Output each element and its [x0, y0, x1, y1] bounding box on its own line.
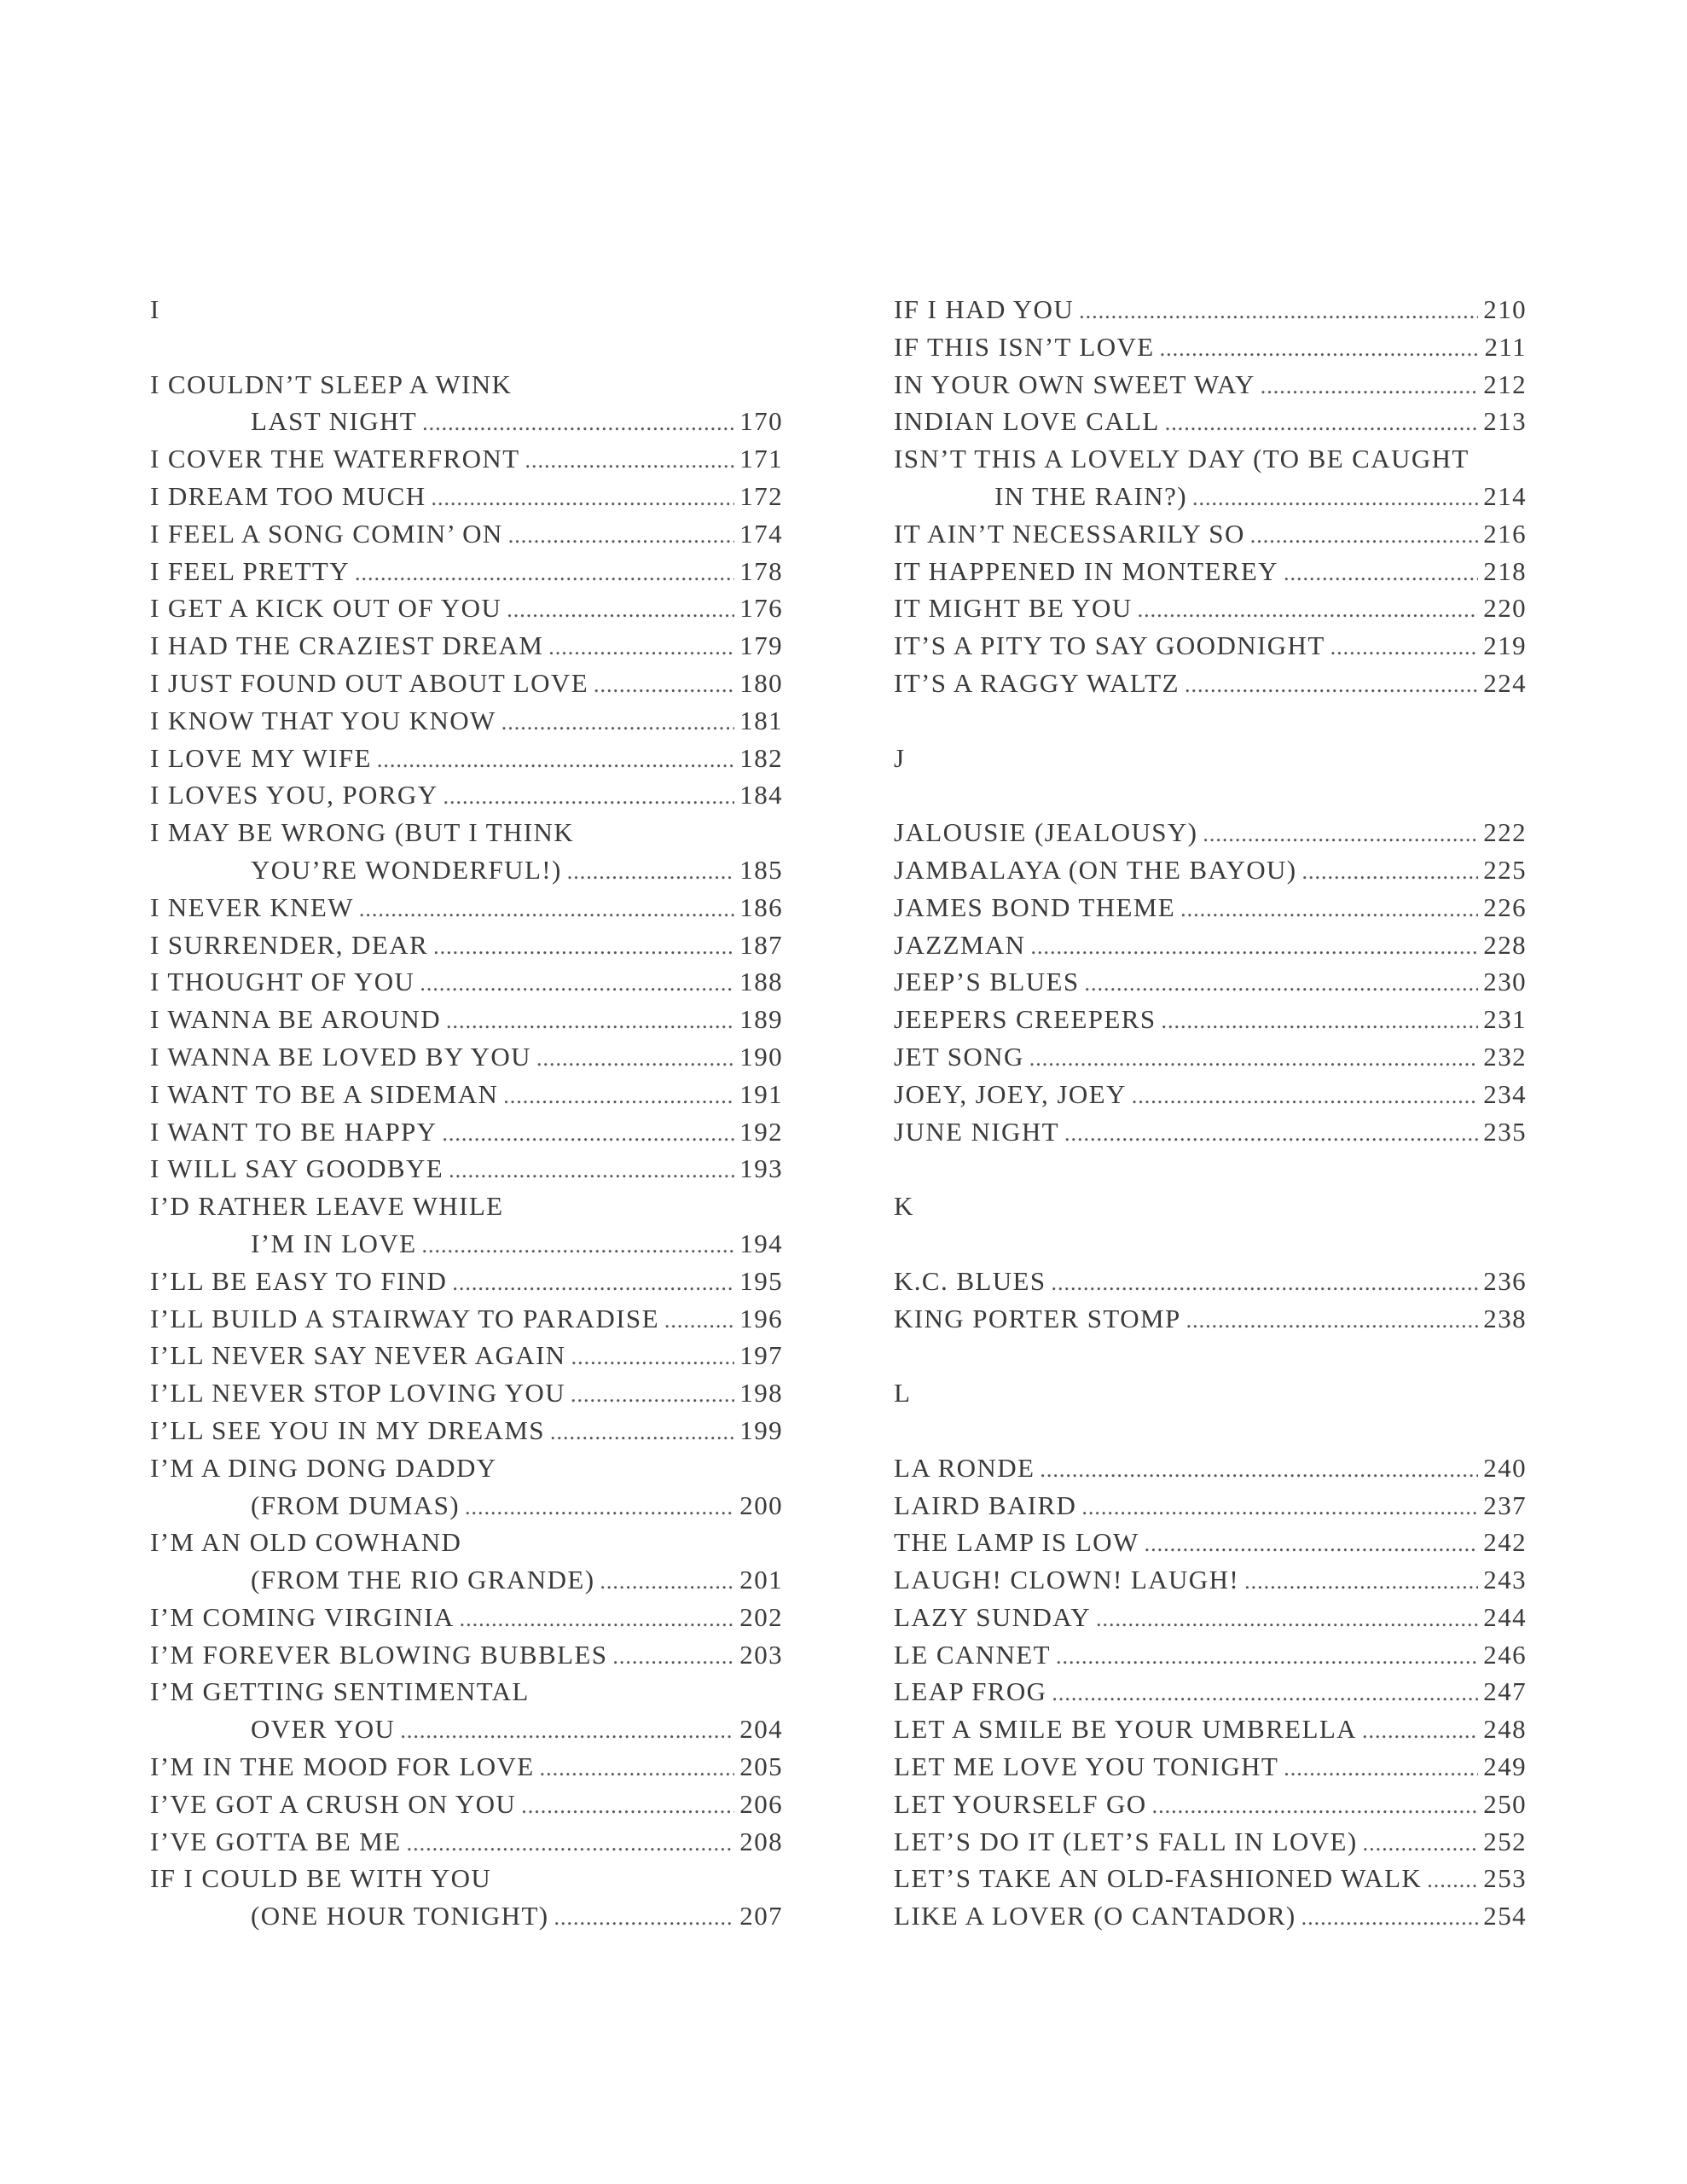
entry-title: (FROM THE RIO GRANDE) [251, 1565, 595, 1595]
dot-leader [433, 926, 734, 966]
dot-leader [550, 1412, 734, 1451]
index-entry [150, 1786, 783, 1823]
entry-title: LET YOURSELF GO [894, 1788, 1147, 1819]
entry-title: I WANT TO BE A SIDEMAN [150, 1078, 499, 1109]
entry-title: I FEEL A SONG COMIN’ ON [150, 518, 503, 549]
page-number: 237 [1483, 1490, 1527, 1520]
page-number: 205 [739, 1751, 783, 1782]
page-number: 198 [739, 1378, 783, 1409]
page-number: 203 [739, 1639, 783, 1670]
dot-leader [432, 478, 735, 517]
page-number: 222 [1483, 817, 1527, 848]
index-entry [894, 665, 1527, 702]
index-entry [894, 1263, 1527, 1300]
dot-leader [501, 702, 735, 741]
dot-leader [377, 740, 734, 779]
index-entry [150, 590, 783, 627]
page-number: 190 [739, 1041, 783, 1072]
dot-leader [612, 1636, 734, 1676]
page-number: 234 [1483, 1078, 1527, 1109]
page-number: 210 [1483, 294, 1527, 324]
page-number: 230 [1483, 967, 1527, 997]
page-number: 197 [739, 1340, 783, 1371]
dot-leader [1029, 1038, 1479, 1077]
entry-title: LAUGH! CLOWN! LAUGH! [894, 1565, 1240, 1595]
dot-leader [1165, 403, 1479, 442]
dot-leader [1192, 478, 1478, 517]
spacer [894, 1225, 1527, 1263]
page-number: 240 [1483, 1452, 1527, 1483]
dot-leader [1203, 814, 1478, 853]
dot-leader [446, 1001, 734, 1040]
index-entry [150, 1113, 783, 1151]
entry-title: I JUST FOUND OUT ABOUT LOVE [150, 667, 589, 698]
dot-leader [1052, 1263, 1479, 1302]
dot-leader [1284, 553, 1478, 592]
index-column-left [150, 291, 783, 1935]
index-entry [894, 1524, 1527, 1561]
index-entry [894, 366, 1527, 404]
entry-title: I THOUGHT OF YOU [150, 967, 415, 997]
index-entry [150, 1076, 783, 1113]
index-entry [150, 1038, 783, 1076]
entry-title: I NEVER KNEW [150, 892, 354, 922]
page-number: 195 [739, 1265, 783, 1296]
entry-title: LEAP FROG [894, 1676, 1047, 1707]
index-entry [150, 1897, 783, 1935]
index-entry [894, 478, 1527, 515]
dot-leader [554, 1897, 735, 1937]
index-entry [150, 1374, 783, 1412]
entry-title: THE LAMP IS LOW [894, 1527, 1139, 1558]
entry-title: I’M COMING VIRGINIA [150, 1601, 455, 1632]
entry-title: I WILL SAY GOODBYE [150, 1153, 444, 1184]
page-number: 174 [739, 518, 783, 549]
entry-title: I’LL NEVER STOP LOVING YOU [150, 1378, 566, 1409]
dot-leader [548, 627, 734, 666]
page-number: 247 [1483, 1676, 1527, 1707]
index-entry [894, 553, 1527, 590]
dot-leader [1084, 963, 1478, 1002]
index-entry [150, 1300, 783, 1338]
index-entry [150, 1337, 783, 1374]
entry-title: LE CANNET [894, 1639, 1051, 1670]
dot-leader [540, 1748, 735, 1787]
dot-leader [452, 1263, 734, 1302]
page-number: 172 [739, 480, 783, 511]
entry-title: IT’S A PITY TO SAY GOODNIGHT [894, 630, 1325, 661]
dot-leader [1030, 926, 1478, 966]
dot-leader [449, 1150, 734, 1189]
dot-leader [664, 1300, 734, 1339]
dot-leader [1052, 1673, 1478, 1712]
index-entry [894, 1823, 1527, 1861]
index-entry [150, 478, 783, 515]
entry-title: LAZY SUNDAY [894, 1601, 1091, 1632]
index-entry [150, 515, 783, 553]
entry-title: JALOUSIE (JEALOUSY) [894, 817, 1198, 848]
page-number: 244 [1483, 1601, 1527, 1632]
entry-title: I’LL BE EASY TO FIND [150, 1265, 448, 1296]
spacer [894, 776, 1527, 814]
page-number: 228 [1483, 929, 1527, 960]
page-number: 226 [1483, 892, 1527, 922]
page-number: 242 [1483, 1527, 1527, 1558]
index-column-right [894, 291, 1527, 1935]
dot-leader [1301, 1897, 1479, 1937]
page-number: 179 [739, 630, 783, 661]
entry-title: LET’S TAKE AN OLD-FASHIONED WALK [894, 1863, 1423, 1894]
spacer [894, 1337, 1527, 1374]
entry-title: I’LL SEE YOU IN MY DREAMS [150, 1414, 545, 1445]
dot-leader [1261, 366, 1479, 405]
spacer [894, 1412, 1527, 1449]
entry-title: KING PORTER STOMP [894, 1303, 1181, 1333]
dot-leader [1081, 1487, 1478, 1526]
index-entry [894, 627, 1527, 665]
entry-title: IF THIS ISN’T LOVE [894, 331, 1155, 362]
index-entry [150, 963, 783, 1001]
index-entry-title-line: ISN’T THIS A LOVELY DAY (TO BE CAUGHT [894, 444, 1470, 474]
index-entry [894, 403, 1527, 440]
dot-leader [1180, 889, 1478, 928]
index-entry [894, 1300, 1527, 1338]
index-entry [894, 851, 1527, 889]
page-number: 185 [739, 854, 783, 885]
entry-title: IN THE RAIN?) [994, 480, 1187, 511]
page-number: 235 [1483, 1116, 1527, 1147]
dot-leader [1186, 1300, 1479, 1339]
page-number: 170 [739, 406, 783, 437]
dot-leader [421, 1225, 734, 1264]
entry-title: LA RONDE [894, 1452, 1035, 1483]
index-entry [894, 1748, 1527, 1786]
page-number: 207 [739, 1901, 783, 1931]
entry-title: (FROM DUMAS) [251, 1490, 461, 1520]
page-number: 181 [739, 705, 783, 735]
entry-title: IT’S A RAGGY WALTZ [894, 667, 1180, 698]
page-number: 201 [739, 1565, 783, 1595]
index-entry [150, 665, 783, 702]
page-number: 180 [739, 667, 783, 698]
entry-title: JEEPERS CREEPERS [894, 1004, 1157, 1035]
page-number: 189 [739, 1004, 783, 1035]
page-number: 214 [1483, 480, 1527, 511]
entry-title: I’M IN LOVE [251, 1228, 417, 1258]
entry-title: I DREAM TOO MUCH [150, 480, 426, 511]
dot-leader [422, 403, 734, 442]
entry-title: I’M FOREVER BLOWING BUBBLES [150, 1639, 608, 1670]
page-number: 200 [739, 1490, 783, 1520]
entry-title: I HAD THE CRAZIEST DREAM [150, 630, 544, 661]
index-entry [894, 1561, 1527, 1599]
entry-title: I SURRENDER, DEAR [150, 929, 429, 960]
page-number: 184 [739, 780, 783, 810]
index-entry-title-line: I’D RATHER LEAVE WHILE [150, 1191, 504, 1222]
entry-title: JET SONG [894, 1041, 1024, 1072]
index-entry [150, 403, 783, 440]
page-number: 206 [739, 1788, 783, 1819]
page-number: 246 [1483, 1639, 1527, 1670]
dot-leader [1160, 328, 1480, 368]
index-entry [150, 926, 783, 964]
dot-leader [1064, 1113, 1478, 1153]
page-number: 248 [1483, 1714, 1527, 1745]
index-entry [894, 1038, 1527, 1076]
section-letter-heading: J [894, 742, 906, 773]
page-number: 204 [739, 1714, 783, 1745]
entry-title: I WANT TO BE HAPPY [150, 1116, 438, 1147]
page-number: 176 [739, 593, 783, 624]
index-entry [894, 814, 1527, 851]
dot-leader [1427, 1860, 1478, 1899]
index-entry [894, 1001, 1527, 1038]
entry-title: I’LL BUILD A STAIRWAY TO PARADISE [150, 1303, 659, 1333]
page-number: 199 [739, 1414, 783, 1445]
page-number: 196 [739, 1303, 783, 1333]
dot-leader [521, 1786, 734, 1825]
index-entry-title-line: I’M AN OLD COWHAND [150, 1527, 462, 1558]
dot-leader [460, 1599, 735, 1638]
dot-leader [1152, 1786, 1479, 1825]
entry-title: JAMBALAYA (ON THE BAYOU) [894, 854, 1297, 885]
dot-leader [1363, 1823, 1479, 1862]
index-entry [894, 1786, 1527, 1823]
dot-leader [407, 1823, 735, 1862]
index-entry [894, 926, 1527, 964]
dot-leader [1244, 1561, 1478, 1600]
page-number: 249 [1483, 1751, 1527, 1782]
dot-leader [1302, 851, 1479, 891]
index-entry-title-line: I COULDN’T SLEEP A WINK [150, 369, 513, 399]
page-number: 192 [739, 1116, 783, 1147]
index-entry [894, 515, 1527, 553]
entry-title: I’M IN THE MOOD FOR LOVE [150, 1751, 535, 1782]
entry-title: IT HAPPENED IN MONTEREY [894, 555, 1278, 586]
dot-leader [594, 665, 734, 704]
entry-title: LET’S DO IT (LET’S FALL IN LOVE) [894, 1826, 1358, 1856]
entry-title: LAST NIGHT [251, 406, 418, 437]
index-entry [150, 1748, 783, 1786]
page-number: 212 [1483, 369, 1527, 399]
entry-title: I COVER THE WATERFRONT [150, 444, 520, 474]
section-letter-heading: L [894, 1378, 912, 1409]
entry-title: I WANNA BE LOVED BY YOU [150, 1041, 531, 1072]
dot-leader [600, 1561, 734, 1600]
dot-leader [420, 963, 734, 1002]
dot-leader [571, 1374, 734, 1414]
dot-leader [1250, 515, 1479, 555]
dot-leader [400, 1711, 734, 1750]
entry-title: LET ME LOVE YOU TONIGHT [894, 1751, 1279, 1782]
dot-leader [1362, 1711, 1478, 1750]
index-entry [150, 1561, 783, 1599]
entry-title: IT AIN’T NECESSARILY SO [894, 518, 1245, 549]
page-number: 171 [739, 444, 783, 474]
index-entry [150, 1225, 783, 1263]
index-entry [894, 1636, 1527, 1674]
index-entry [150, 889, 783, 926]
page-number: 191 [739, 1078, 783, 1109]
dot-leader [1132, 1076, 1479, 1115]
index-entry [150, 1487, 783, 1525]
entry-title: LIKE A LOVER (O CANTADOR) [894, 1901, 1296, 1931]
index-entry-title-line: I’M GETTING SENTIMENTAL [150, 1676, 530, 1707]
spacer [894, 1150, 1527, 1188]
entry-title: JAMES BOND THEME [894, 892, 1176, 922]
page-number: 232 [1483, 1041, 1527, 1072]
index-entry [894, 1711, 1527, 1748]
entry-title: I WANNA BE AROUND [150, 1004, 441, 1035]
index-entry [150, 1711, 783, 1748]
dot-leader [525, 440, 735, 479]
dot-leader [1040, 1449, 1478, 1489]
index-entry [894, 328, 1527, 366]
index-entry [150, 1823, 783, 1861]
dot-leader [1330, 627, 1479, 666]
index-entry [894, 1599, 1527, 1636]
entry-title: I LOVE MY WIFE [150, 742, 372, 773]
entry-title: I FEEL PRETTY [150, 555, 351, 586]
page-number: 188 [739, 967, 783, 997]
index-entry [150, 440, 783, 478]
entry-title: INDIAN LOVE CALL [894, 406, 1160, 437]
page-number: 219 [1483, 630, 1527, 661]
dot-leader [508, 515, 735, 555]
entry-title: OVER YOU [251, 1714, 396, 1745]
page-number: 178 [739, 555, 783, 586]
dot-leader [536, 1038, 734, 1077]
entry-title: I’VE GOT A CRUSH ON YOU [150, 1788, 517, 1819]
index-entry [150, 776, 783, 814]
entry-title: (ONE HOUR TONIGHT) [251, 1901, 549, 1931]
index-entry [150, 851, 783, 889]
page-number: 236 [1483, 1265, 1527, 1296]
index-entry [894, 291, 1527, 328]
page-number: 253 [1483, 1863, 1527, 1894]
entry-title: JOEY, JOEY, JOEY [894, 1078, 1127, 1109]
section-letter-heading: I [150, 294, 160, 324]
dot-leader [359, 889, 734, 928]
page-number: 220 [1483, 593, 1527, 624]
index-entry [894, 1113, 1527, 1151]
index-entry [150, 1412, 783, 1449]
dot-leader [571, 1337, 735, 1376]
index-entry [150, 1150, 783, 1188]
page-number: 231 [1483, 1004, 1527, 1035]
dot-leader [1185, 665, 1478, 704]
index-entry-title-line: IF I COULD BE WITH YOU [150, 1863, 492, 1894]
entry-title: K.C. BLUES [894, 1265, 1046, 1296]
dot-leader [443, 776, 735, 816]
index-entry [894, 1076, 1527, 1113]
page-number: 238 [1483, 1303, 1527, 1333]
entry-title: I’VE GOTTA BE ME [150, 1826, 402, 1856]
index-entry-title-line: I MAY BE WRONG (BUT I THINK [150, 817, 575, 848]
index-entry [894, 889, 1527, 926]
index-entry [150, 740, 783, 777]
entry-title: IT MIGHT BE YOU [894, 593, 1133, 624]
dot-leader [442, 1113, 734, 1153]
dot-leader [355, 553, 734, 592]
dot-leader [1145, 1524, 1479, 1563]
entry-title: IN YOUR OWN SWEET WAY [894, 369, 1255, 399]
index-entry [894, 590, 1527, 627]
dot-leader [507, 590, 734, 629]
index-entry [150, 1599, 783, 1636]
dot-leader [1162, 1001, 1479, 1040]
entry-title: IF I HAD YOU [894, 294, 1075, 324]
index-entry [150, 553, 783, 590]
page-number: 213 [1483, 406, 1527, 437]
page-number: 211 [1484, 331, 1527, 362]
entry-title: JUNE NIGHT [894, 1116, 1059, 1147]
index-entry [894, 1487, 1527, 1525]
page-number: 202 [739, 1601, 783, 1632]
entry-title: YOU’RE WONDERFUL!) [251, 854, 562, 885]
index-entry [894, 1897, 1527, 1935]
page-number: 187 [739, 929, 783, 960]
index-entry [894, 963, 1527, 1001]
entry-title: I GET A KICK OUT OF YOU [150, 593, 502, 624]
entry-title: LET A SMILE BE YOUR UMBRELLA [894, 1714, 1357, 1745]
dot-leader [1096, 1599, 1478, 1638]
page-number: 254 [1483, 1901, 1527, 1931]
page-number: 186 [739, 892, 783, 922]
index-entry-title-line: I’M A DING DONG DADDY [150, 1452, 497, 1483]
index-entry [894, 1860, 1527, 1897]
page-number: 182 [739, 742, 783, 773]
entry-title: JAZZMAN [894, 929, 1026, 960]
page-number: 252 [1483, 1826, 1527, 1856]
index-entry [894, 1449, 1527, 1487]
index-entry [894, 1673, 1527, 1711]
index-entry [150, 1263, 783, 1300]
dot-leader [1056, 1636, 1478, 1676]
section-letter-heading: K [894, 1191, 914, 1222]
page-number: 250 [1483, 1788, 1527, 1819]
entry-title: I KNOW THAT YOU KNOW [150, 705, 496, 735]
dot-leader [1079, 291, 1478, 330]
dot-leader [567, 851, 735, 891]
dot-leader [465, 1487, 734, 1526]
page-number: 216 [1483, 518, 1527, 549]
index-entry [150, 627, 783, 665]
entry-title: I LOVES YOU, PORGY [150, 780, 438, 810]
page-number: 243 [1483, 1565, 1527, 1595]
index-entry [150, 702, 783, 740]
page-number: 194 [739, 1228, 783, 1258]
index-entry [150, 1636, 783, 1674]
page-number: 218 [1483, 555, 1527, 586]
page-number: 193 [739, 1153, 783, 1184]
dot-leader [1138, 590, 1479, 629]
spacer [894, 702, 1527, 740]
index-entry [150, 1001, 783, 1038]
dot-leader [503, 1076, 734, 1115]
dot-leader [1284, 1748, 1478, 1787]
entry-title: JEEP’S BLUES [894, 967, 1080, 997]
spacer [150, 328, 783, 366]
entry-title: LAIRD BAIRD [894, 1490, 1077, 1520]
page-number: 225 [1483, 854, 1527, 885]
page-number: 208 [739, 1826, 783, 1856]
entry-title: I’LL NEVER SAY NEVER AGAIN [150, 1340, 566, 1371]
page-number: 224 [1483, 667, 1527, 698]
